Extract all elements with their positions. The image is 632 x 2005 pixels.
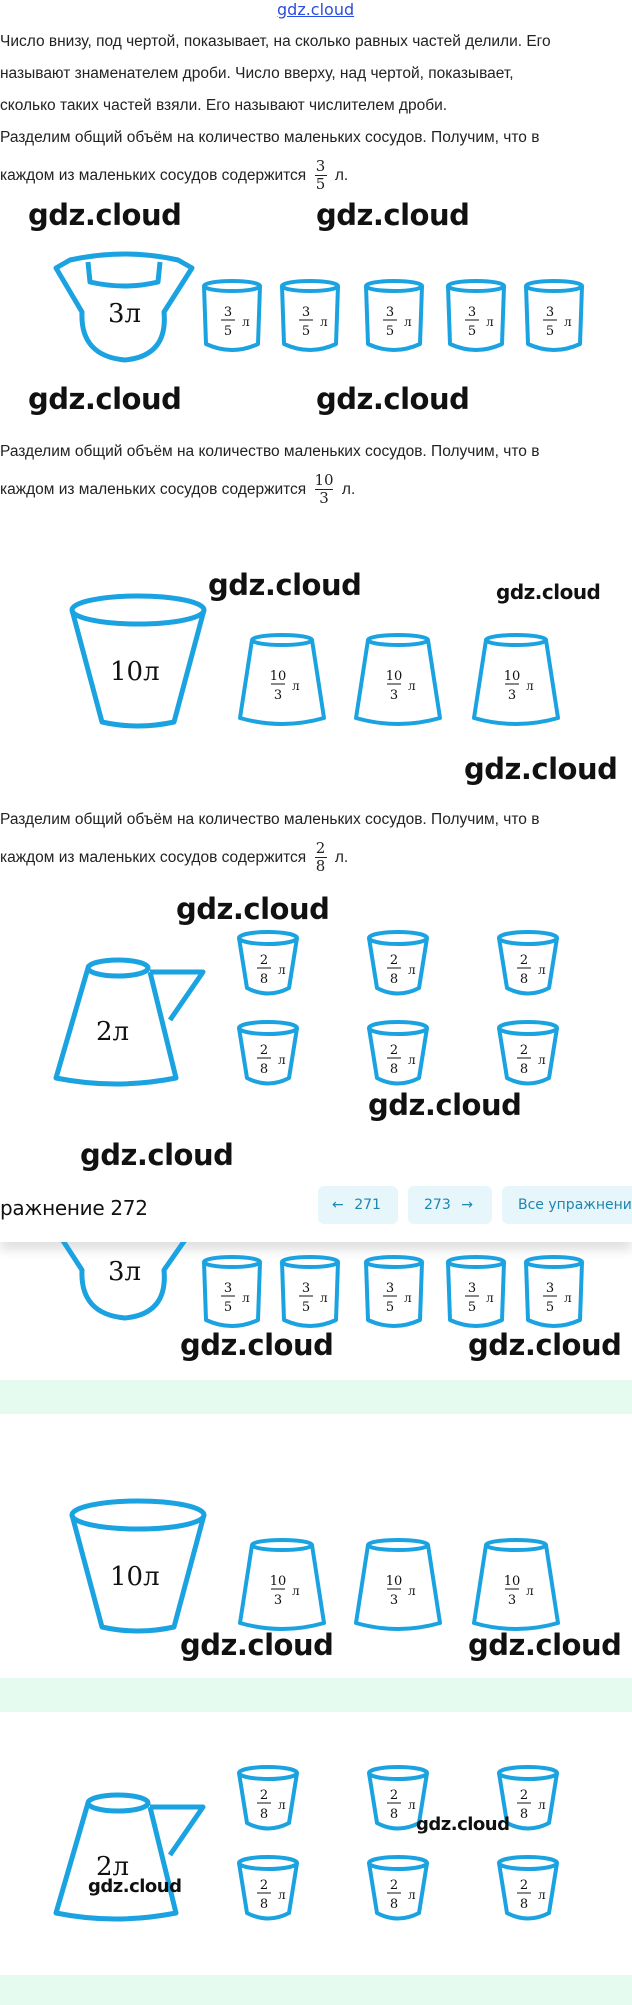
figure-kettle-2l-repeat xyxy=(0,1755,632,1935)
intro-line: Число внизу, под чертой, показывает, на сколько равных частей делили. Его xyxy=(0,33,551,50)
cup-fraction-numerator: 3 xyxy=(301,305,311,320)
watermark: gdz.cloud xyxy=(464,752,618,786)
exercise-nav-bar xyxy=(0,1180,632,1242)
kettle-label: 2л xyxy=(96,1852,130,1882)
inline-fraction xyxy=(315,840,327,875)
cup-unit: л xyxy=(408,963,416,977)
paragraph-line-text: каждом из маленьких сосудов содержится xyxy=(0,849,307,866)
cup-unit: л xyxy=(278,1053,286,1067)
paragraph-10-3 xyxy=(0,436,630,512)
cup-fraction-denominator: 3 xyxy=(507,688,517,703)
cup-fraction-numerator: 2 xyxy=(259,953,269,968)
unit-text: л. xyxy=(341,481,356,498)
small-cup xyxy=(204,1257,260,1326)
inline-fraction xyxy=(315,158,327,193)
figure-jug-3l-repeat xyxy=(0,1242,632,1332)
cup-fraction-numerator: 10 xyxy=(503,669,521,684)
cup-unit: л xyxy=(538,1798,546,1812)
cup-unit: л xyxy=(242,315,250,329)
section-divider xyxy=(0,1975,632,2005)
cup-unit: л xyxy=(320,1291,328,1305)
intro-line: сколько таких частей взяли. Его называют числителем дроби. xyxy=(0,97,448,114)
small-cup xyxy=(239,1022,297,1084)
intro-paragraph xyxy=(0,26,630,198)
cup-fraction-denominator: 5 xyxy=(301,324,311,339)
all-exercises-button[interactable] xyxy=(502,1186,632,1224)
small-cup xyxy=(366,281,422,350)
small-cup xyxy=(366,1257,422,1326)
paragraph-line: Разделим общий объём на количество маленьких сосудов. Получим, что в xyxy=(0,443,540,460)
cup-fraction-numerator: 10 xyxy=(269,669,287,684)
cup-fraction-denominator: 5 xyxy=(223,1300,233,1315)
watermark: gdz.cloud xyxy=(176,892,330,926)
prev-exercise-button[interactable] xyxy=(318,1186,398,1224)
fraction-denominator: 5 xyxy=(315,175,326,194)
cup-unit: л xyxy=(538,1888,546,1902)
cup-unit: л xyxy=(526,679,534,693)
small-cup xyxy=(282,281,338,350)
inline-fraction xyxy=(315,472,334,507)
cup-fraction-numerator: 2 xyxy=(259,1878,269,1893)
bucket-label: 10л xyxy=(110,1562,160,1592)
cup-fraction-denominator: 3 xyxy=(389,1593,399,1608)
cup-fraction-numerator: 10 xyxy=(503,1574,521,1589)
cup-fraction-numerator: 2 xyxy=(519,953,529,968)
next-exercise-button[interactable] xyxy=(408,1186,492,1224)
fraction-numerator: 2 xyxy=(315,839,326,858)
small-cup xyxy=(448,1257,504,1326)
intro-line: называют знаменателем дроби. Число вверху, над чертой, показывает, xyxy=(0,65,514,82)
cup-fraction-numerator: 2 xyxy=(519,1043,529,1058)
small-cup xyxy=(499,932,557,994)
cup-fraction-numerator: 2 xyxy=(389,1878,399,1893)
cup-fraction-numerator: 3 xyxy=(223,1281,233,1296)
cup-fraction-denominator: 8 xyxy=(389,1807,399,1822)
unit-text: л. xyxy=(334,167,349,184)
watermark: gdz.cloud xyxy=(316,198,470,232)
fraction-numerator: 3 xyxy=(315,157,326,176)
kettle-lid xyxy=(88,960,148,976)
cup-fraction-numerator: 2 xyxy=(389,1788,399,1803)
small-cup xyxy=(369,1857,427,1919)
cup-fraction-numerator: 3 xyxy=(545,305,555,320)
cup-unit: л xyxy=(526,1584,534,1598)
cup-fraction-denominator: 3 xyxy=(507,1593,517,1608)
cup-fraction-denominator: 8 xyxy=(519,972,529,987)
figure-jug-3l xyxy=(0,230,632,370)
watermark: gdz.cloud xyxy=(88,1876,182,1897)
kettle-lid xyxy=(88,1795,148,1811)
cup-fraction-denominator: 8 xyxy=(519,1897,529,1912)
watermark: gdz.cloud xyxy=(180,1328,334,1362)
cup-unit: л xyxy=(564,315,572,329)
bucket-rim xyxy=(72,596,204,624)
small-cup xyxy=(499,1857,557,1919)
cup-fraction-denominator: 8 xyxy=(519,1807,529,1822)
watermark: gdz.cloud xyxy=(468,1628,622,1662)
cup-unit: л xyxy=(486,1291,494,1305)
cup-unit: л xyxy=(538,963,546,977)
cup-unit: л xyxy=(408,1053,416,1067)
cup-fraction-denominator: 5 xyxy=(301,1300,311,1315)
cup-fraction-denominator: 5 xyxy=(467,1300,477,1315)
figure-bucket-10l xyxy=(0,580,632,740)
watermark: gdz.cloud xyxy=(368,1088,522,1122)
cup-fraction-denominator: 8 xyxy=(519,1062,529,1077)
fraction-denominator: 3 xyxy=(319,489,329,508)
watermark: gdz.cloud xyxy=(28,198,182,232)
small-cup xyxy=(474,635,558,724)
cup-fraction-numerator: 10 xyxy=(269,1574,287,1589)
paragraph-line-text: каждом из маленьких сосудов содержится xyxy=(0,481,307,498)
cup-unit: л xyxy=(278,1798,286,1812)
small-cup xyxy=(369,932,427,994)
kettle-label: 2л xyxy=(96,1017,130,1047)
section-divider xyxy=(0,1678,632,1712)
cup-unit: л xyxy=(404,1291,412,1305)
arrow-left-icon: ← xyxy=(332,1197,344,1213)
cup-fraction-numerator: 3 xyxy=(301,1281,311,1296)
cup-fraction-denominator: 3 xyxy=(273,1593,283,1608)
cup-unit: л xyxy=(242,1291,250,1305)
intro-line-fraction xyxy=(0,154,630,198)
cup-unit: л xyxy=(538,1053,546,1067)
figure-bucket-10l-repeat xyxy=(0,1485,632,1645)
small-cup xyxy=(448,281,504,350)
cup-fraction-denominator: 8 xyxy=(389,972,399,987)
small-cup xyxy=(526,281,582,350)
small-cup xyxy=(240,1540,324,1629)
figure-kettle-2l xyxy=(0,920,632,1100)
fraction-denominator: 8 xyxy=(315,857,326,876)
cup-fraction-denominator: 5 xyxy=(385,324,395,339)
cup-unit: л xyxy=(486,315,494,329)
cup-unit: л xyxy=(408,1888,416,1902)
cup-fraction-denominator: 5 xyxy=(385,1300,395,1315)
cup-fraction-numerator: 2 xyxy=(389,1043,399,1058)
small-cup xyxy=(526,1257,582,1326)
cup-fraction-numerator: 2 xyxy=(519,1788,529,1803)
exercise-title: ражнение 272 xyxy=(0,1196,148,1220)
jug-label: 3л xyxy=(108,299,142,329)
small-cup xyxy=(356,635,440,724)
cup-unit: л xyxy=(292,1584,300,1598)
cup-fraction-denominator: 8 xyxy=(259,1062,269,1077)
cup-unit: л xyxy=(408,679,416,693)
intro-line: Разделим общий объём на количество маленьких сосудов. Получим, что в xyxy=(0,129,540,146)
cup-fraction-numerator: 3 xyxy=(545,1281,555,1296)
unit-text: л. xyxy=(334,849,349,866)
small-cup xyxy=(239,1857,297,1919)
cup-fraction-numerator: 3 xyxy=(467,305,477,320)
small-cup xyxy=(499,1022,557,1084)
watermark: gdz.cloud xyxy=(416,1814,510,1835)
cup-unit: л xyxy=(292,679,300,693)
cup-fraction-numerator: 3 xyxy=(223,305,233,320)
small-cup xyxy=(204,281,260,350)
small-cup xyxy=(239,932,297,994)
fraction-numerator: 10 xyxy=(314,471,334,490)
cup-fraction-numerator: 2 xyxy=(519,1878,529,1893)
cup-fraction-denominator: 5 xyxy=(545,1300,555,1315)
cup-fraction-numerator: 3 xyxy=(385,1281,395,1296)
small-cup xyxy=(240,635,324,724)
watermark: gdz.cloud xyxy=(180,1628,334,1662)
jug-neck xyxy=(88,262,160,286)
small-cup xyxy=(369,1022,427,1084)
intro-line-text: каждом из маленьких сосудов содержится xyxy=(0,167,307,184)
arrow-right-icon: → xyxy=(461,1197,473,1213)
cup-fraction-denominator: 5 xyxy=(467,324,477,339)
bucket-label: 10л xyxy=(110,657,160,687)
cup-fraction-numerator: 3 xyxy=(385,305,395,320)
cup-unit: л xyxy=(564,1291,572,1305)
cup-fraction-denominator: 5 xyxy=(545,324,555,339)
watermark: gdz.cloud xyxy=(468,1328,622,1362)
bucket-rim xyxy=(72,1501,204,1529)
cup-fraction-numerator: 10 xyxy=(385,669,403,684)
cup-fraction-denominator: 3 xyxy=(273,688,283,703)
cup-fraction-denominator: 8 xyxy=(259,1807,269,1822)
cup-fraction-denominator: 3 xyxy=(389,688,399,703)
all-exercises-label: Все упражнени xyxy=(518,1197,632,1213)
paragraph-line-fraction xyxy=(0,836,630,880)
cup-fraction-denominator: 8 xyxy=(259,1897,269,1912)
cup-fraction-denominator: 8 xyxy=(259,972,269,987)
cup-fraction-numerator: 10 xyxy=(385,1574,403,1589)
cup-unit: л xyxy=(408,1584,416,1598)
next-label: 273 xyxy=(424,1197,451,1213)
cup-fraction-numerator: 2 xyxy=(389,953,399,968)
small-cup xyxy=(356,1540,440,1629)
cup-fraction-denominator: 8 xyxy=(389,1897,399,1912)
cup-unit: л xyxy=(408,1798,416,1812)
small-cup xyxy=(239,1767,297,1829)
watermark: gdz.cloud xyxy=(496,580,601,604)
cup-unit: л xyxy=(278,963,286,977)
cup-unit: л xyxy=(278,1888,286,1902)
paragraph-line-fraction xyxy=(0,468,630,512)
section-divider xyxy=(0,1380,632,1414)
cup-fraction-numerator: 2 xyxy=(259,1043,269,1058)
site-link[interactable]: gdz.cloud xyxy=(277,0,355,19)
small-cup xyxy=(282,1257,338,1326)
cup-fraction-denominator: 8 xyxy=(389,1062,399,1077)
watermark: gdz.cloud xyxy=(80,1138,234,1172)
cup-unit: л xyxy=(404,315,412,329)
paragraph-line: Разделим общий объём на количество маленьких сосудов. Получим, что в xyxy=(0,811,540,828)
prev-label: 271 xyxy=(354,1197,381,1213)
paragraph-2-8 xyxy=(0,804,630,880)
jug-label: 3л xyxy=(108,1257,142,1287)
cup-unit: л xyxy=(320,315,328,329)
cup-fraction-numerator: 2 xyxy=(259,1788,269,1803)
cup-fraction-numerator: 3 xyxy=(467,1281,477,1296)
small-cup xyxy=(474,1540,558,1629)
watermark: gdz.cloud xyxy=(208,568,362,602)
cup-fraction-denominator: 5 xyxy=(223,324,233,339)
watermark: gdz.cloud xyxy=(28,382,182,416)
watermark: gdz.cloud xyxy=(316,382,470,416)
